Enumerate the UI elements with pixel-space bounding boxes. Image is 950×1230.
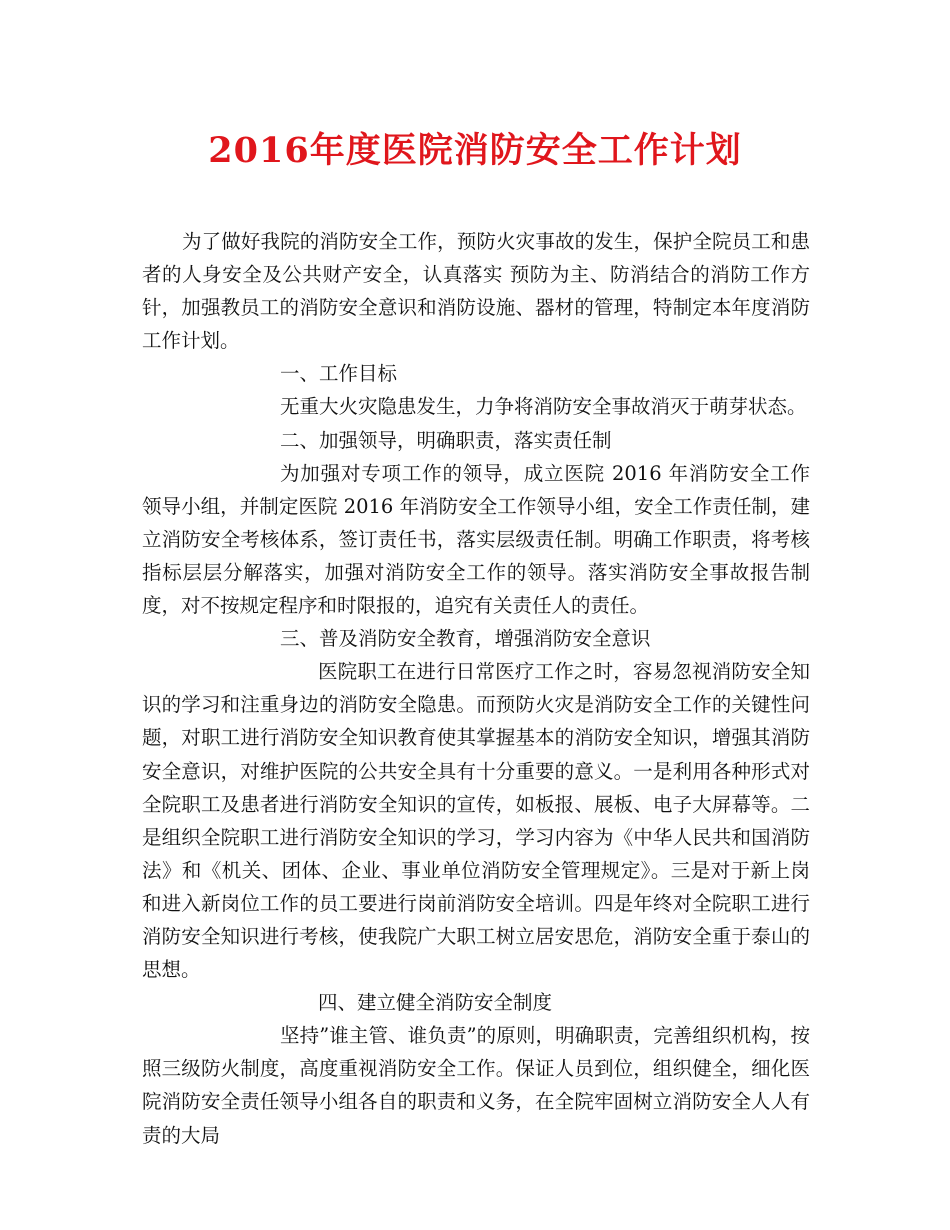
section-2-paragraph: 为加强对专项工作的领导，成立医院 2016 年消防安全工作领导小组，并制定医院 2016 年消防安全工作领导小组，安全工作责任制，建立消防安全考核体系，签订责任书，落实层级责任制。明确工作职责，将考核指标层层分解落实，加强对消防安全工作的领导。落实消防安全事故报告制度，对不按规定程序和时限报的，追究有关责任人的责任。 <box>142 461 810 618</box>
section-heading-3: 三、普及消防安全教育，增强消防安全意识 <box>280 627 651 651</box>
document-body <box>142 225 810 1152</box>
document-title: 2016年度医院消防安全工作计划 <box>208 130 742 171</box>
section-4-paragraph: 坚持”谁主管、谁负责”的原则，明确职责，完善组织机构，按照三级防火制度，高度重视消防安全工作。保证人员到位，组织健全，细化医院消防安全责任领导小组各自的职责和义务，在全院牢固树立消防安全人人有责的大局 <box>142 1024 810 1147</box>
section-heading-4: 四、建立健全消防安全制度 <box>318 991 553 1015</box>
intro-paragraph: 为了做好我院的消防安全工作，预防火灾事故的发生，保护全院员工和患者的人身安全及公共财产安全，认真落实 预防为主、防消结合的消防工作方针，加强教员工的消防安全意识和消防设施、器材的管理，特制定本年度消防工作计划。 <box>142 230 810 353</box>
section-3-paragraph: 医院职工在进行日常医疗工作之时，容易忽视消防安全知识的学习和注重身边的消防安全隐患。而预防火灾是消防安全工作的关键性问题，对职工进行消防安全知识教育使其掌握基本的消防安全知识，增强其消防安全意识，对维护医院的公共安全具有十分重要的意义。一是利用各种形式对全院职工及患者进行消防安全知识的宣传，如板报、展板、电子大屏幕等。二是组织全院职工进行消防安全知识的学习，学习内容为《中华人民共和国消防法》和《机关、团体、企业、事业单位消防安全管理规定》。三是对于新上岗和进入新岗位工作的员工要进行岗前消防安全培训。四是年终对全院职工进行消防安全知识进行考核，使我院广大职工树立居安思危，消防安全重于泰山的思想。 <box>142 660 810 982</box>
section-1-paragraph: 无重大火灾隐患发生，力争将消防安全事故消灭于萌芽状态。 <box>280 395 807 419</box>
section-heading-1: 一、工作目标 <box>280 362 398 386</box>
section-heading-2: 二、加强领导，明确职责，落实责任制 <box>280 428 612 452</box>
